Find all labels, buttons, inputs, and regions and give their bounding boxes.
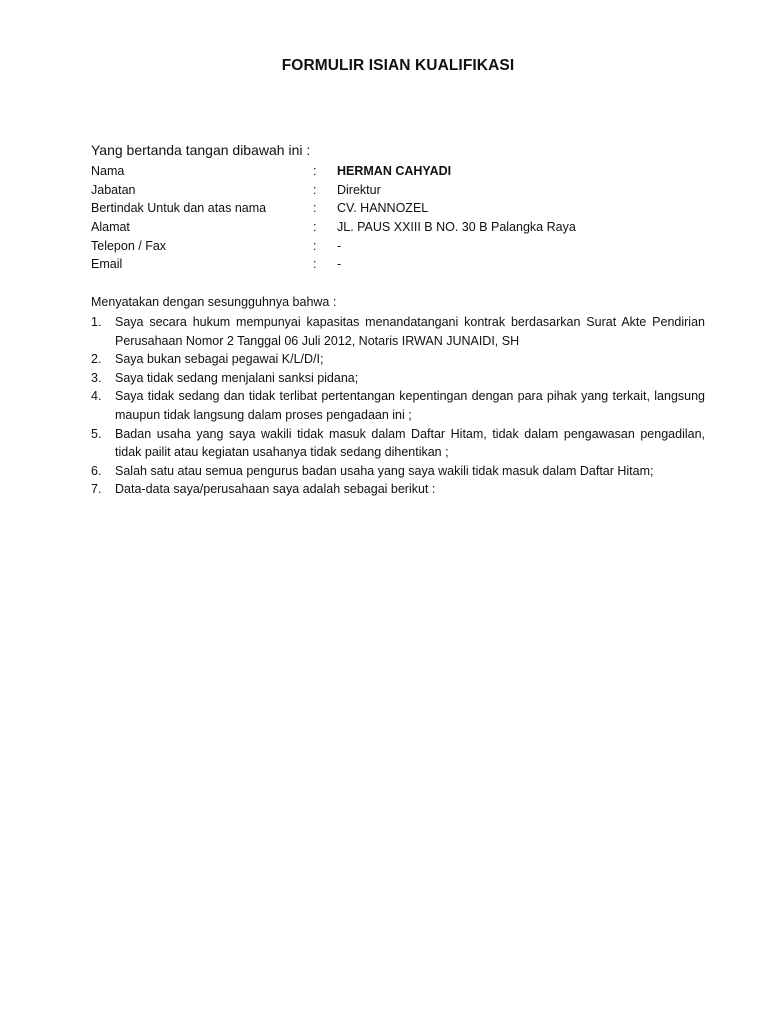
field-separator: : bbox=[313, 257, 317, 272]
list-item bbox=[91, 350, 705, 369]
list-item bbox=[91, 387, 705, 424]
field-row-nama bbox=[91, 162, 711, 181]
intro-text: Yang bertanda tangan dibawah ini : bbox=[91, 142, 311, 158]
document-title: FORMULIR ISIAN KUALIFIKASI bbox=[281, 57, 515, 74]
list-item-number: 6. bbox=[91, 463, 102, 478]
field-label: Jabatan bbox=[91, 182, 136, 197]
field-value-position: Direktur bbox=[337, 182, 381, 197]
list-item bbox=[91, 369, 705, 388]
field-separator: : bbox=[313, 164, 317, 179]
list-item-number: 1. bbox=[91, 315, 102, 329]
list-item bbox=[91, 313, 705, 350]
field-row-telepon bbox=[91, 236, 711, 255]
field-value-name: HERMAN CAHYADI bbox=[337, 164, 452, 179]
list-item-text: Saya tidak sedang dan tidak terlibat pertentangan kepentingan dengan para pihak yang terkait, langsung maupun tidak langsung dalam proses pengadaan ini ; bbox=[115, 389, 705, 422]
list-item-text: Saya bukan sebagai pegawai K/L/D/I; bbox=[115, 352, 324, 367]
identity-fields bbox=[91, 162, 711, 274]
field-separator: : bbox=[313, 182, 317, 197]
field-value-address: JL. PAUS XXIII B NO. 30 B Palangka Raya bbox=[337, 220, 576, 235]
list-item-number: 2. bbox=[91, 352, 102, 367]
field-row-email bbox=[91, 255, 711, 274]
field-value-email: - bbox=[337, 257, 342, 272]
field-label: Alamat bbox=[91, 220, 130, 235]
list-item bbox=[91, 480, 705, 499]
field-label: Nama bbox=[91, 164, 125, 179]
list-item-text: Badan usaha yang saya wakili tidak masuk dalam Daftar Hitam, tidak dalam pengawasan pengadilan, tidak pailit atau kegiatan usahanya tidak sedang dihentikan ; bbox=[115, 426, 705, 460]
list-item-number: 5. bbox=[91, 426, 102, 441]
field-label: Email bbox=[91, 257, 123, 272]
field-value-phone: - bbox=[337, 238, 342, 253]
list-item-number: 3. bbox=[91, 370, 102, 385]
field-row-jabatan bbox=[91, 181, 711, 200]
list-item-number: 7. bbox=[91, 482, 102, 497]
field-separator: : bbox=[313, 201, 317, 216]
list-item-text: Saya secara hukum mempunyai kapasitas menandatangani kontrak berdasarkan Surat Akte Pendirian Perusahaan Nomor 2 Tanggal 06 Juli 2012, Notaris IRWAN JUNAIDI, SH bbox=[115, 315, 705, 348]
list-item-text: Saya tidak sedang menjalani sanksi pidana; bbox=[115, 370, 359, 385]
list-item bbox=[91, 425, 705, 462]
declaration-list bbox=[91, 313, 705, 499]
field-separator: : bbox=[313, 220, 317, 235]
field-separator: : bbox=[313, 238, 317, 253]
field-value-company: CV. HANNOZEL bbox=[337, 201, 429, 216]
list-item-number: 4. bbox=[91, 389, 102, 404]
statement-text: Menyatakan dengan sesungguhnya bahwa : bbox=[91, 295, 337, 309]
list-item-text: Salah satu atau semua pengurus badan usaha yang saya wakili tidak masuk dalam Daftar Hitam; bbox=[115, 463, 654, 478]
field-row-alamat bbox=[91, 218, 711, 237]
field-label: Bertindak Untuk dan atas nama bbox=[91, 201, 267, 216]
field-label: Telepon / Fax bbox=[91, 238, 167, 253]
field-row-company bbox=[91, 199, 711, 218]
list-item bbox=[91, 462, 705, 481]
list-item-text: Data-data saya/perusahaan saya adalah sebagai berikut : bbox=[115, 482, 436, 497]
